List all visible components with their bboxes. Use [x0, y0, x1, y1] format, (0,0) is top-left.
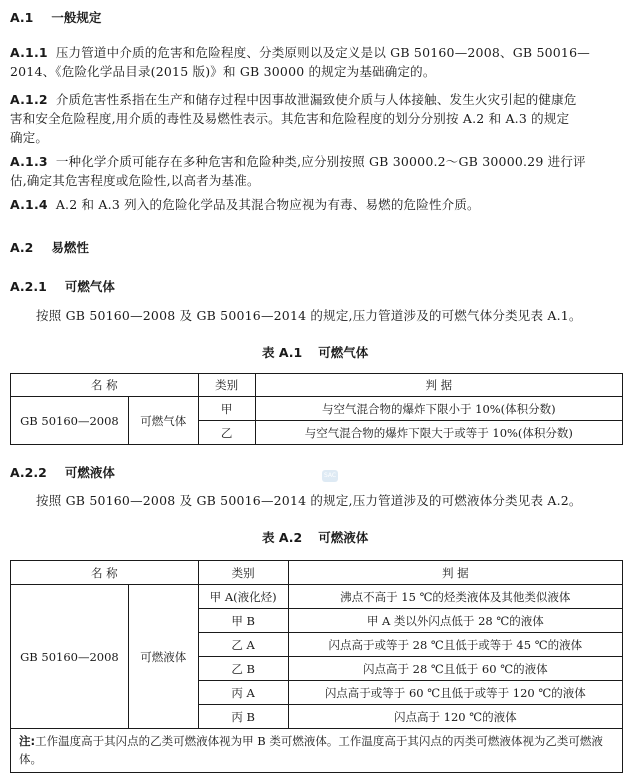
section-number: A.2 [10, 240, 34, 255]
criteria-cell: 闪点高于或等于 60 ℃且低于或等于 120 ℃的液体 [288, 681, 622, 705]
section-title: 一般规定 [51, 10, 102, 25]
subsection-heading-a2-1 [10, 277, 115, 295]
criteria-cell: 闪点高于 120 ℃的液体 [288, 705, 622, 729]
table-header-row [11, 374, 623, 397]
table-caption-a1 [262, 343, 368, 361]
subsection-intro-a2-2: 按照 GB 50160—2008 及 GB 50016—2014 的规定,压力管道涉及的可燃液体分类见表 A.2。 [36, 493, 582, 508]
table-row [11, 397, 623, 421]
header-category: 类别 [198, 374, 255, 397]
clause-number: A.1.4 [10, 197, 48, 212]
criteria-cell: 闪点高于或等于 28 ℃且低于或等于 45 ℃的液体 [288, 633, 622, 657]
clause-text-line: 确定。 [10, 130, 49, 145]
criteria-cell: 沸点不高于 15 ℃的烃类液体及其他类似液体 [288, 585, 622, 609]
header-name: 名 称 [11, 374, 199, 397]
clause-text-line: 一种化学介质可能存在多种危害和危险种类,应分别按照 GB 30000.2～GB 30000.29 进行评 [55, 154, 586, 169]
clause-a1-4 [10, 195, 480, 214]
section-heading-a2 [10, 238, 89, 256]
clause-a1-2-cont [10, 109, 569, 128]
clause-text-line: A.2 和 A.3 列入的危险化学品及其混合物应视为有毒、易燃的危险性介质。 [55, 197, 480, 212]
subsection-intro-a2-1: 按照 GB 50160—2008 及 GB 50016—2014 的规定,压力管道涉及的可燃气体分类见表 A.1。 [36, 308, 582, 323]
header-criteria: 判 据 [288, 561, 622, 585]
subsection-number: A.2.1 [10, 279, 47, 294]
category-cell: 乙 B [198, 657, 288, 681]
criteria-cell: 与空气混合物的爆炸下限大于或等于 10%(体积分数) [255, 421, 622, 445]
category-cell: 乙 A [198, 633, 288, 657]
clause-text-line: 介质危害性系指在生产和储存过程中因事故泄漏致使介质与人体接触、发生火灾引起的健康危 [55, 92, 577, 107]
clause-text-line: 2014、《危险化学品目录(2015 版)》和 GB 30000 的规定为基础确定的。 [10, 64, 436, 79]
subsection-heading-a2-2 [10, 463, 115, 481]
note-label: 注: [19, 734, 36, 748]
clause-a1-2 [10, 90, 577, 109]
criteria-cell: 甲 A 类以外闪点低于 28 ℃的液体 [288, 609, 622, 633]
clause-number: A.1.3 [10, 154, 48, 169]
subsection-title: 可燃液体 [64, 465, 115, 480]
note-text: 工作温度高于其闪点的乙类可燃液体视为甲 B 类可燃液体。工作温度高于其闪点的丙类可燃液体视为乙类可燃液体。 [19, 734, 603, 766]
table-a1-flammable-gases [10, 373, 623, 445]
header-name: 名 称 [11, 561, 199, 585]
medium-name-cell: 可燃液体 [128, 585, 198, 729]
table-note-row [11, 729, 623, 773]
sac-watermark-logo: SAC [322, 470, 338, 482]
category-cell: 乙 [198, 421, 255, 445]
criteria-cell: 闪点高于 28 ℃且低于 60 ℃的液体 [288, 657, 622, 681]
clause-a1-1-cont [10, 62, 436, 81]
subsection-number: A.2.2 [10, 465, 47, 480]
header-category: 类别 [198, 561, 288, 585]
medium-name-cell: 可燃气体 [128, 397, 198, 445]
category-cell: 丙 B [198, 705, 288, 729]
table-header-row [11, 561, 623, 585]
section-title: 易燃性 [51, 240, 89, 255]
clause-a1-3 [10, 152, 586, 171]
clause-text-line: 估,确定其危害程度或危险性,以高者为基准。 [10, 173, 260, 188]
table-row [11, 585, 623, 609]
section-heading-a1 [10, 8, 101, 26]
table-number: 表 A.1 [262, 345, 303, 360]
table-a2-flammable-liquids [10, 560, 623, 773]
standard-source-cell: GB 50160—2008 [11, 585, 129, 729]
clause-a1-2-cont2 [10, 128, 48, 147]
clause-number: A.1.2 [10, 92, 48, 107]
table-number: 表 A.2 [262, 530, 303, 545]
criteria-cell: 与空气混合物的爆炸下限小于 10%(体积分数) [255, 397, 622, 421]
clause-a1-3-cont [10, 171, 260, 190]
table-caption-a2 [262, 528, 368, 546]
clause-text-line: 压力管道中介质的危害和危险程度、分类原则以及定义是以 GB 50160—2008、GB 50016— [55, 45, 590, 60]
category-cell: 甲 [198, 397, 255, 421]
clause-text-line: 害和安全危险程度,用介质的毒性及易燃性表示。其危害和危险程度的划分分别按 A.2 和 A.3 的规定 [10, 111, 570, 126]
category-cell: 甲 B [198, 609, 288, 633]
table-title: 可燃气体 [318, 345, 369, 360]
header-criteria: 判 据 [255, 374, 622, 397]
table-note [11, 729, 623, 773]
clause-a1-1 [10, 43, 590, 62]
subsection-title: 可燃气体 [64, 279, 115, 294]
clause-number: A.1.1 [10, 45, 48, 60]
category-cell: 丙 A [198, 681, 288, 705]
category-cell: 甲 A(液化烃) [198, 585, 288, 609]
section-number: A.1 [10, 10, 34, 25]
standard-source-cell: GB 50160—2008 [11, 397, 129, 445]
table-title: 可燃液体 [318, 530, 369, 545]
